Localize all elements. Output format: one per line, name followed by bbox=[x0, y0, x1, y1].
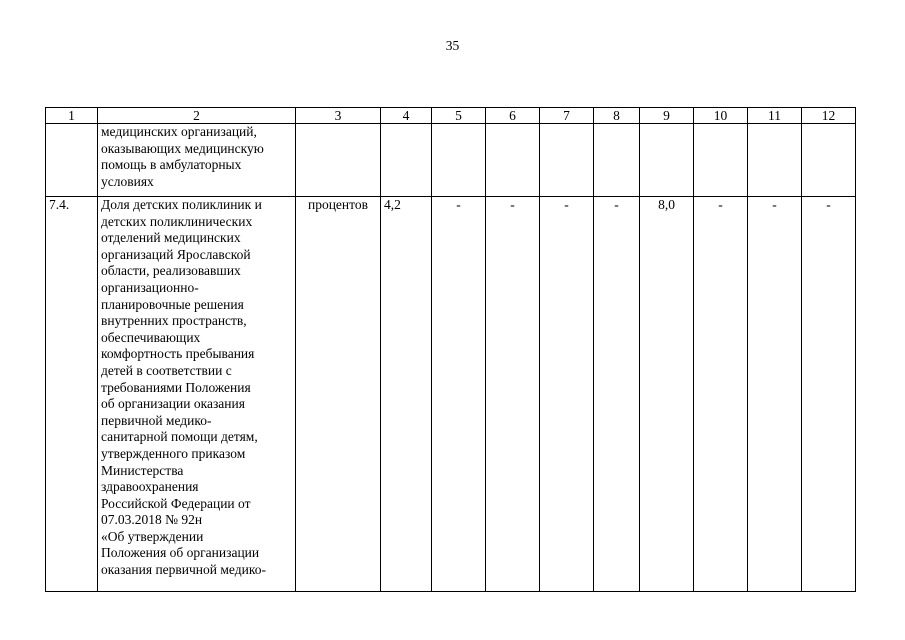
indicator-name-line: планировочные решения bbox=[101, 296, 244, 312]
indicator-name-line: медицинских организаций, bbox=[101, 124, 257, 139]
value-cell bbox=[748, 124, 802, 197]
value-cell bbox=[486, 124, 540, 197]
indicator-name-line: помощь в амбулаторных bbox=[101, 157, 242, 173]
indicator-name-line: Доля детских поликлиник и bbox=[101, 197, 262, 212]
column-number-header: 8 bbox=[594, 108, 640, 124]
value-cell: - bbox=[594, 197, 640, 592]
unit-cell: процентов bbox=[296, 197, 381, 592]
row-number-cell bbox=[46, 124, 98, 197]
indicator-name-line: условиях bbox=[101, 173, 154, 189]
indicator-name-line: здравоохранения bbox=[101, 479, 199, 495]
column-number-header: 6 bbox=[486, 108, 540, 124]
indicator-name-line: утвержденного приказом bbox=[101, 445, 246, 461]
indicator-name-line: внутренних пространств, bbox=[101, 313, 247, 329]
indicator-name-line: 07.03.2018 № 92н bbox=[101, 512, 203, 528]
value-cell: - bbox=[694, 197, 748, 592]
indicator-name-line: требованиями Положения bbox=[101, 379, 251, 395]
column-number-header: 1 bbox=[46, 108, 98, 124]
value-cell bbox=[540, 124, 594, 197]
indicator-name-line: организационно- bbox=[101, 279, 199, 295]
value-cell bbox=[802, 124, 856, 197]
value-cell: 4,2 bbox=[381, 197, 432, 592]
value-cell: - bbox=[540, 197, 594, 592]
value-cell: - bbox=[748, 197, 802, 592]
indicator-name-line: обеспечивающих bbox=[101, 329, 201, 345]
indicator-name-line: комфортность пребывания bbox=[101, 346, 255, 362]
column-number-header: 10 bbox=[694, 108, 748, 124]
indicator-name-line: детей в соответствии с bbox=[101, 362, 232, 378]
column-number-header: 12 bbox=[802, 108, 856, 124]
column-number-header: 9 bbox=[640, 108, 694, 124]
value-cell bbox=[432, 124, 486, 197]
value-cell: 8,0 bbox=[640, 197, 694, 592]
column-number-header: 4 bbox=[381, 108, 432, 124]
value-cell bbox=[694, 124, 748, 197]
table-row bbox=[46, 124, 856, 197]
indicator-name-line: Российской Федерации от bbox=[101, 495, 251, 511]
value-cell bbox=[640, 124, 694, 197]
value-cell: - bbox=[486, 197, 540, 592]
indicator-name-line: «Об утверждении bbox=[101, 528, 204, 544]
indicator-name-line: Министерства bbox=[101, 462, 184, 478]
column-number-header: 5 bbox=[432, 108, 486, 124]
indicator-name-line: санитарной помощи детям, bbox=[101, 429, 258, 445]
indicator-name-line: детских поликлинических bbox=[101, 213, 253, 229]
indicator-name-line: оказания первичной медико- bbox=[101, 562, 266, 578]
indicator-name-line: первичной медико- bbox=[101, 412, 212, 428]
indicator-name-cell bbox=[98, 197, 296, 592]
indicator-name-line: оказывающих медицинскую bbox=[101, 140, 264, 156]
indicator-name-line: организаций Ярославской bbox=[101, 246, 251, 262]
row-number-cell: 7.4. bbox=[46, 197, 98, 592]
column-number-header: 7 bbox=[540, 108, 594, 124]
indicator-name-line: об организации оказания bbox=[101, 396, 245, 412]
table-row bbox=[46, 197, 856, 592]
column-number-header: 11 bbox=[748, 108, 802, 124]
unit-cell bbox=[296, 124, 381, 197]
page-number: 35 bbox=[445, 38, 460, 53]
value-cell bbox=[381, 124, 432, 197]
column-number-header: 2 bbox=[98, 108, 296, 124]
value-cell bbox=[594, 124, 640, 197]
column-number-row bbox=[46, 108, 856, 124]
value-cell: - bbox=[802, 197, 856, 592]
indicator-name-cell bbox=[98, 124, 296, 197]
column-number-header: 3 bbox=[296, 108, 381, 124]
indicator-name-line: области, реализовавших bbox=[101, 263, 241, 279]
indicators-table bbox=[45, 107, 856, 592]
indicator-name-line: отделений медицинских bbox=[101, 230, 241, 246]
indicator-name-line: Положения об организации bbox=[101, 545, 260, 561]
value-cell: - bbox=[432, 197, 486, 592]
